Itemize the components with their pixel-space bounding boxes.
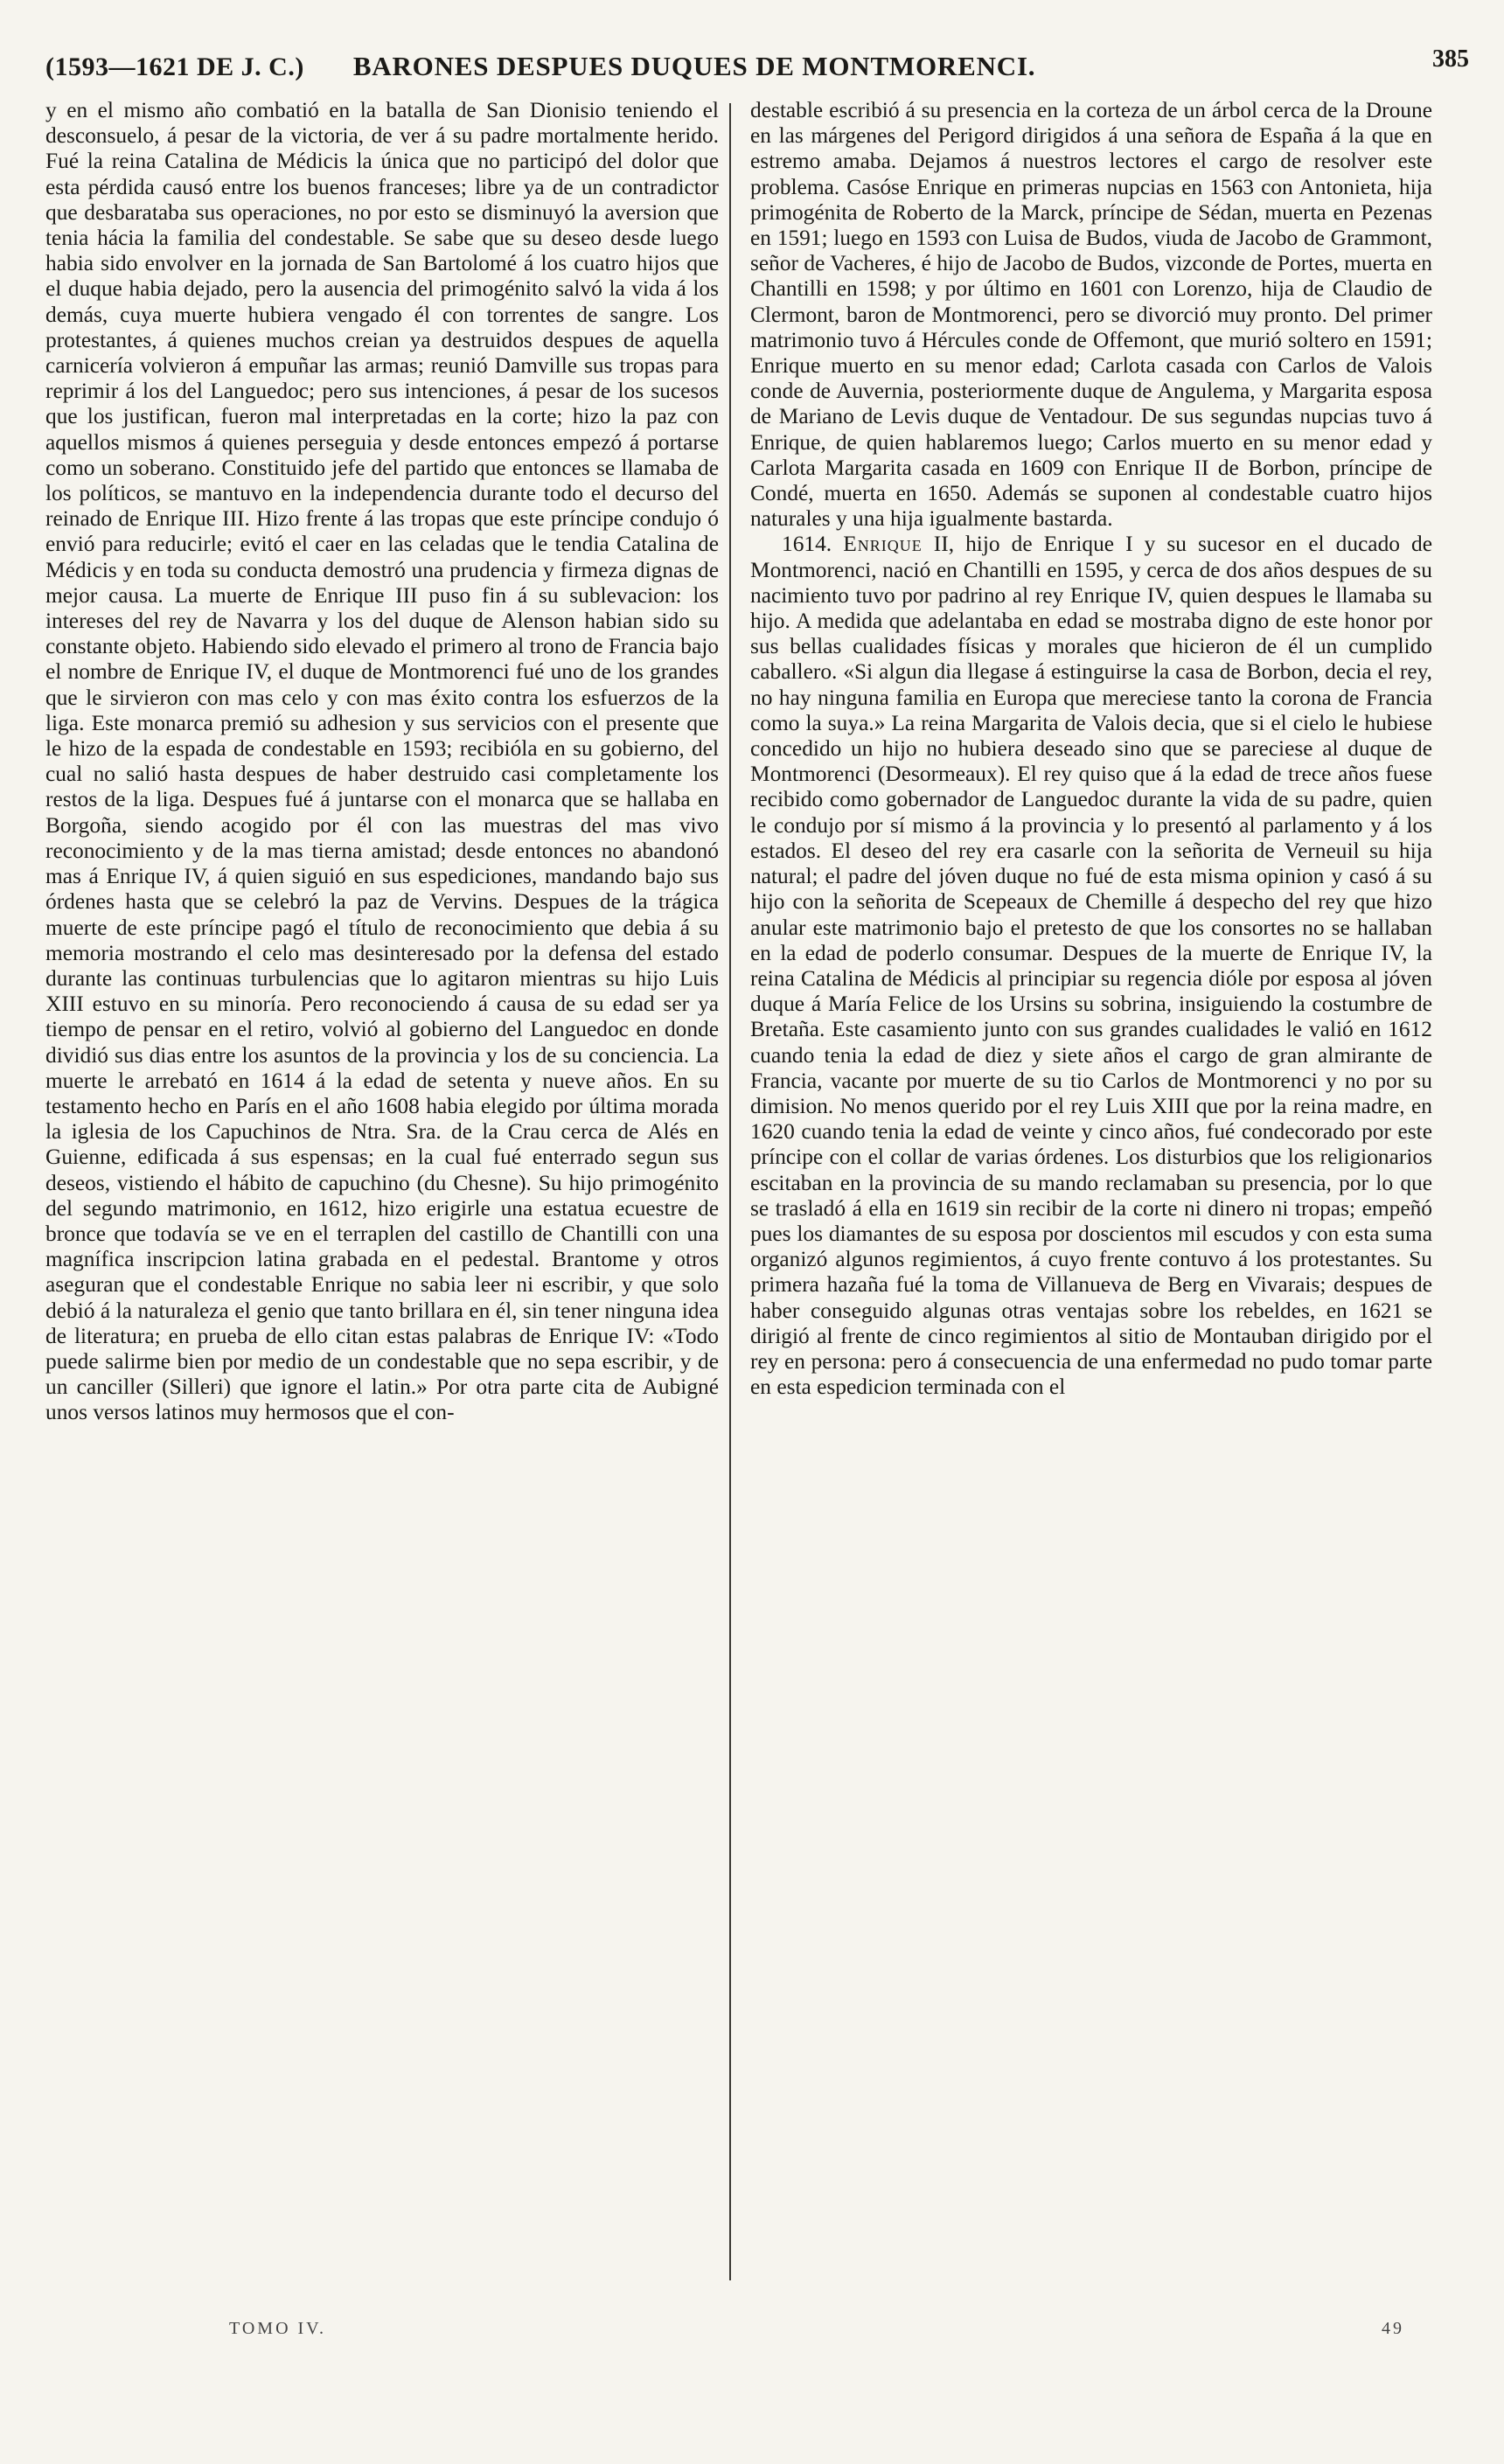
entry-year: 1614. <box>782 532 832 557</box>
footer-volume: TOMO IV. <box>229 2319 327 2338</box>
column-divider <box>729 103 731 2280</box>
entry-text: II, hijo de Enrique I y su sucesor en el ducado de Montmorenci, nació en Chantilli en 1595, y cerca de dos años despues de su nacimiento tuvo por padrino al rey Enrique IV, quien despues le llamaba su hijo. A medida que adelantaba en edad se mostraba digno de este honor por sus bellas cualidades físicas y morales que hicieron de él un cumplido caballero. «Si algun dia llegase á estinguirse la casa de Borbon, decia el rey, no hay ninguna familia en Europa que mereciese tanto la corona de Francia como la suya.» La reina Margarita de Valois decia, que si el cielo le hubiese concedido un hijo no hubiera deseado sino que se pareciese al duque de Montmorenci (Desormeaux). El rey quiso que á la edad de trece años fuese recibido como gobernador de Languedoc durante la vida de su padre, quien le condujo por sí mismo á la provincia y lo presentó al parlamento y á los estados. El deseo del rey era casarle con la señorita de Verneuil su hija natural; el padre del jóven duque no fué de esta misma opinion y casó á su hijo con la señorita de Scepeaux de Chemille á despecho del rey que hizo anular este matrimonio bajo el pretesto de que los consortes no se hallaban en la edad de poderlo consumar. Despues de la muerte de Enrique IV, la reina Catalina de Médicis al principiar su regencia dióle por esposa al jóven duque á María Felice de los Ursins su sobrina, insiguiendo la costumbre de Bretaña. Este casamiento junto con sus grandes cualidades le valió en 1612 cuando tenia la edad de diez y siete años el cargo de gran almirante de Francia, vacante por muerte de su tio Carlos de Montmorenci y no por su dimision. No menos querido por el rey Luis XIII que por la reina madre, en 1620 cuando tenia la edad de veinte y cinco años, fué condecorado por este príncipe con el collar de varias órdenes. Los disturbios que los religionarios escitaban en la provincia de su mando reclamaban su presencia, por lo que se trasladó á ella en 1619 sin recibir de la corte ni dinero ni tropas; empeñó pues los diamantes de su esposa por doscientos mil escudos y con esta suma organizó algunos regimientos, á cuyo frente contuvo á los protestantes. Su primera hazaña fué la toma de Villanueva de Berg en Vivarais; despues de haber conseguido algunas otras ventajas sobre los rebeldes, en 1621 se dirigió al frente de cinco regimientos al sitio de Montauban dirigido por el rey en persona: pero á consecuencia de una enfermedad no pudo tomar parte en esta espedicion terminada con el <box>750 532 1432 1400</box>
right-column-entry-paragraph <box>750 532 1432 1400</box>
right-column <box>750 98 1432 2301</box>
header-dates: (1593—1621 DE J. C.) <box>45 52 304 81</box>
running-head <box>45 45 1469 93</box>
left-column-text: y en el mismo año combatió en la batalla de San Dionisio teniendo el desconsuelo, á pesar de la victoria, de ver á su padre mortalmente herido. Fué la reina Catalina de Médicis la única que no participó del dolor que esta pérdida causó entre los buenos franceses; libre ya de un contradictor que desbarataba sus operaciones, no por esto se disminuyó la aversion que tenia hácia la familia del condestable. Se sabe que su deseo desde luego habia sido envolver en la jornada de San Bartolomé á los cuatro hijos que el duque habia dejado, pero la ausencia del primogénito salvó la vida á los demás, cuya muerte hubiera vengado él con torrentes de sangre. Los protestantes, á quienes muchos creian ya destruidos despues de aquella carnicería volvieron á empuñar las armas; reunió Damville sus tropas para reprimir á los del Languedoc; pero sus intenciones, á pesar de los sucesos que los justifican, fueron mal interpretadas en la corte; hizo la paz con aquellos mismos á quienes perseguia y desde entonces empezó á portarse como un soberano. Constituido jefe del partido que entonces se llamaba de los políticos, se mantuvo en la independencia durante todo el decurso del reinado de Enrique III. Hizo frente á las tropas que este príncipe condujo ó envió para reducirle; evitó el caer en las celadas que le tendia Catalina de Médicis y en toda su conducta demostró una prudencia y firmeza dignas de mejor causa. La muerte de Enrique III puso fin á su sublevacion: los intereses del rey de Navarra y los del duque de Alenson habian sido su constante objeto. Habiendo sido elevado el primero al trono de Francia bajo el nombre de Enrique IV, el duque de Montmorenci fué uno de los grandes que le sirvieron con mas celo y con mas éxito contra los esfuerzos de la liga. Este monarca premió su adhesion y sus servicios con el presente que le hizo de la espada de condestable en 1593; recibióla en su gobierno, del cual no salió hasta despues de haber destruido casi completamente los restos de la liga. Despues fué á juntarse con el monarca que se hallaba en Borgoña, siendo acogido por él con las muestras del mas vivo reconocimiento y de la mas tierna amistad; desde entonces no abandonó mas á Enrique IV, á quien siguió en sus espediciones, mandando bajo sus órdenes hasta que se celebró la paz de Vervins. Despues de la trágica muerte de este príncipe pagó el título de reconocimiento que debia á su memoria mostrando el celo mas desinteresado por la defensa del estado durante las continuas turbulencias que lo agitaron mientras su hijo Luis XIII estuvo en su minoría. Pero reconociendo á causa de su edad ser ya tiempo de pensar en el retiro, volvió al gobierno del Languedoc en donde dividió sus dias entre los asuntos de la provincia y los de su conciencia. La muerte le arrebató en 1614 á la edad de setenta y nueve años. En su testamento hecho en París en el año 1608 habia elegido por última morada la iglesia de los Capuchinos de Ntra. Sra. de la Crau cerca de Alés en Guienne, edificada á sus espensas; en la cual fué enterrado segun sus deseos, vistiendo el hábito de capuchino (du Chesne). Su hijo primogénito del segundo matrimonio, en 1612, hizo erigirle una estatua ecuestre de bronce que todavía se ve en el terraplen del castillo de Chantilli con una magnífica inscripcion latina grabada en el pedestal. Brantome y otros aseguran que el condestable Enrique no sabia leer ni escribir, y que solo debió á la naturaleza el genio que tanto brillara en él, sin tener ninguna idea de literatura; en prueba de ello citan estas palabras de Enrique IV: «Todo puede salirme bien por medio de un condestable que no sepa escribir, y de un canciller (Silleri) que ignore el latin.» Por otra parte cita de Aubigné unos versos latinos muy hermosos que el con- <box>45 98 719 1425</box>
page-number: 385 <box>1432 45 1469 73</box>
header-title: BARONES DESPUES DUQUES DE MONTMORENCI. <box>352 51 1036 81</box>
footer-signature: 49 <box>1382 2319 1404 2338</box>
left-column <box>45 98 719 2301</box>
right-column-paragraph-1: destable escribió á su presencia en la corteza de un árbol cerca de la Droune en las márgenes del Perigord dirigidos á una señora de España á la que en estremo amaba. Dejamos á nuestros lectores el cargo de resolver este problema. Casóse Enrique en primeras nupcias en 1563 con Antonieta, hija primogénita de Roberto de la Marck, príncipe de Sédan, muerta en Pezenas en 1591; luego en 1593 con Luisa de Budos, viuda de Jacobo de Grammont, señor de Vacheres, é hijo de Jacobo de Budos, vizconde de Portes, muerta en Chantilli en 1598; y por último en 1601 con Lorenzo, hija de Claudio de Clermont, baron de Montmorenci, pero se divorció muy pronto. Del primer matrimonio tuvo á Hércules conde de Offemont, que murió soltero en 1591; Enrique muerto en su menor edad; Carlota casada con Carlos de Valois conde de Auvernia, posteriormente duque de Angulema, y Margarita esposa de Mariano de Levis duque de Ventadour. De sus segundas nupcias tuvo á Enrique, de quien hablaremos luego; Carlos muerto en su menor edad y Carlota Margarita casada en 1609 con Enrique II de Borbon, príncipe de Condé, muerta en 1650. Además se suponen al condestable cuatro hijos naturales y una hija igualmente bastarda. <box>750 98 1432 532</box>
entry-name: Enrique <box>843 532 923 557</box>
